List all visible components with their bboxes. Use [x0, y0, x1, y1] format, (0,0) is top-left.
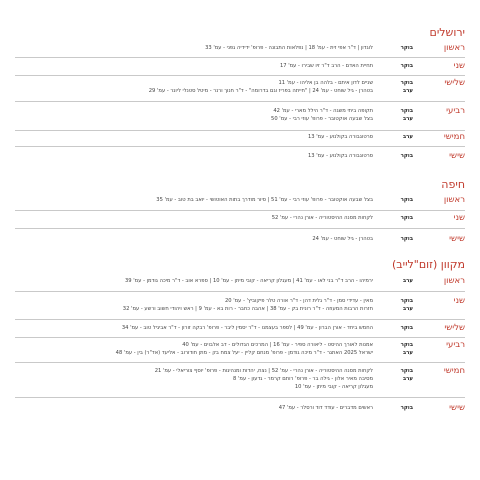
day-name: ראשון	[443, 43, 465, 53]
day-name: שלישי	[444, 323, 465, 333]
slot-time-label: בוקר	[400, 80, 413, 86]
day-row	[15, 78, 465, 102]
day-name: ראשון	[443, 276, 465, 286]
slot-event-text[interactable]: מסיבה מאיר אלון - גילה בר - פרופ' רותם קרמר - גדעון - עמ' 8	[233, 376, 373, 382]
day-row	[15, 234, 465, 248]
slot-event-text[interactable]: לקחות מסנה ההיסטוריה - אורן נהרי - עמ' 52	[271, 215, 373, 221]
slot-time-label: בוקר	[400, 153, 413, 159]
slot-event-text[interactable]: בצל שבעה אוקטובר - פרופ' עוזי רבי - עמ' 51 | סיור מודרך בתות האוטושי - יואב בת טוב - עמ' 35	[156, 197, 373, 203]
slot-event-text[interactable]: מאין - עדידי סמן - ד"ר גלית דהן - ד"ר אורה טלר פיקוביץ' - עמ' 20	[224, 298, 373, 304]
slot-event-text[interactable]: מעגלון קריאה - קובי מיתן - עמ' 10	[294, 384, 373, 390]
day-row	[15, 151, 465, 163]
slot-event-text[interactable]: חזרות הרבות המעוזה - ד"ר רונית בק - עמ' 38 | אהבה כחבר - רות בא - עמ' 9 | ראש ויהודי חשוב ורשע - עמ' 32	[122, 306, 373, 312]
day-row	[15, 106, 465, 131]
slot-time-label: בוקר	[400, 405, 413, 411]
slot-event-text[interactable]: החמש ביחד - אורן הברון - עמ' 49 | לספר בעצמנו - ד"ר יסמין ליבר - פרופ' רבקה זורון - ד"ר אביגיל טוב - עמ' 34	[121, 325, 373, 331]
slot-time-label: ערב	[402, 134, 413, 140]
day-row	[15, 61, 465, 76]
slot-time-label: ערב	[402, 278, 413, 284]
day-row	[15, 213, 465, 229]
slot-time-label: בוקר	[400, 63, 413, 69]
slot-time-label: בוקר	[400, 108, 413, 114]
day-name: חמישי	[443, 366, 465, 376]
day-row	[15, 366, 465, 398]
day-name: חמישי	[443, 132, 465, 142]
day-row	[15, 296, 465, 320]
day-name: רביעי	[446, 340, 465, 350]
slot-event-text[interactable]: לקחות מסנה ההיסטוריה - אורן נהרי - עמ' 52 | נצח, יהדות ומנהיגות - פרופ' יוסף צוריאלי - עמ' 21	[154, 368, 373, 374]
slot-time-label: בוקר	[400, 368, 413, 374]
day-name: שני	[453, 296, 465, 306]
slot-event-text[interactable]: תחיית האדם - הרב ד"ר זיו שבירו - עמ' 17	[279, 63, 373, 69]
day-name: שישי	[449, 403, 465, 413]
slot-time-label: בוקר	[400, 236, 413, 242]
slot-time-label: בוקר	[400, 342, 413, 348]
city-title: מקוון (זום"לייב)	[391, 258, 465, 271]
slot-event-text[interactable]: שניים לדון איתם - בלהה בן אליהו - עמ' 11	[278, 80, 373, 86]
slot-event-text[interactable]: סרטוגבורה בקולנוע - עמ' 13	[308, 153, 373, 159]
day-name: שני	[453, 61, 465, 71]
slot-time-label: בוקר	[400, 325, 413, 331]
day-row	[15, 132, 465, 147]
slot-event-text[interactable]: בטהרן - גיל שוחט - עמ' 24 | "חייתה בפריז וגם בדרומה" - ד"ר חנוך ורנר - מיטל סטנלי ליונר - עמ' 29	[148, 88, 373, 94]
day-name: שני	[453, 213, 465, 223]
slot-event-text[interactable]: בטהרן - גיל שוחט - עמ' 24	[312, 236, 373, 242]
slot-event-text[interactable]: לוגדון | ד"ר אפי זית - עמ' 18 | נפלאות התבונה - פרופ' ידידיה גפני - עמ' 33	[205, 45, 373, 51]
slot-time-label: ערב	[402, 88, 413, 94]
slot-event-text[interactable]: ראשים מדברים - עודד דוד ורסלר - עמ' 47	[278, 405, 373, 411]
slot-time-label: ערב	[402, 306, 413, 312]
slot-event-text[interactable]: אמנות לאורך ההיסט - ליאורה ספיר - עמ' 16 | המרכים הגדולים - דב אלבוים - עמ' 40	[182, 342, 373, 348]
day-row	[15, 43, 465, 58]
day-name: רביעי	[446, 106, 465, 116]
day-row	[15, 403, 465, 415]
slot-event-text[interactable]: ירמיהו - הרב ד"ר בני לאו - עמ' 41 | מעגלון קריאה - קובי מיתן - עמ' 10 | ספרא אוב - ד"ר מיכה גודמן - עמ' 39	[124, 278, 373, 284]
slot-event-text[interactable]: סרטוגבורה בקולנוע - עמ' 13	[308, 134, 373, 140]
day-row	[15, 323, 465, 338]
city-title: ירושלים	[429, 26, 465, 39]
city-title: חיפה	[441, 178, 465, 191]
slot-time-label: בוקר	[400, 197, 413, 203]
slot-time-label: ערב	[402, 350, 413, 356]
slot-event-text[interactable]: ישראל 2025 האתגר - ד"ר מיכה גודמן - פרופ' מנחם קליין - יעל צמח בק - מתן חודורוב - אליעד (אד"ר) בין - עמ' 48	[115, 350, 373, 356]
slot-event-text[interactable]: בצל שבעה אוקטובר - פרופ' עוזי רבי - עמ' 50	[271, 116, 373, 122]
slot-time-label: בוקר	[400, 45, 413, 51]
day-name: שישי	[449, 151, 465, 161]
day-name: שלישי	[444, 78, 465, 88]
day-name: ראשון	[443, 195, 465, 205]
slot-time-label: ערב	[402, 376, 413, 382]
slot-time-label: בוקר	[400, 298, 413, 304]
day-row	[15, 276, 465, 292]
slot-time-label: ערב	[402, 116, 413, 122]
day-row	[15, 340, 465, 363]
day-row	[15, 195, 465, 211]
slot-event-text[interactable]: תקופה ביתי משגה - ד"ר הילל מארי - עמ' 42	[273, 108, 373, 114]
slot-time-label: בוקר	[400, 215, 413, 221]
day-name: שישי	[449, 234, 465, 244]
